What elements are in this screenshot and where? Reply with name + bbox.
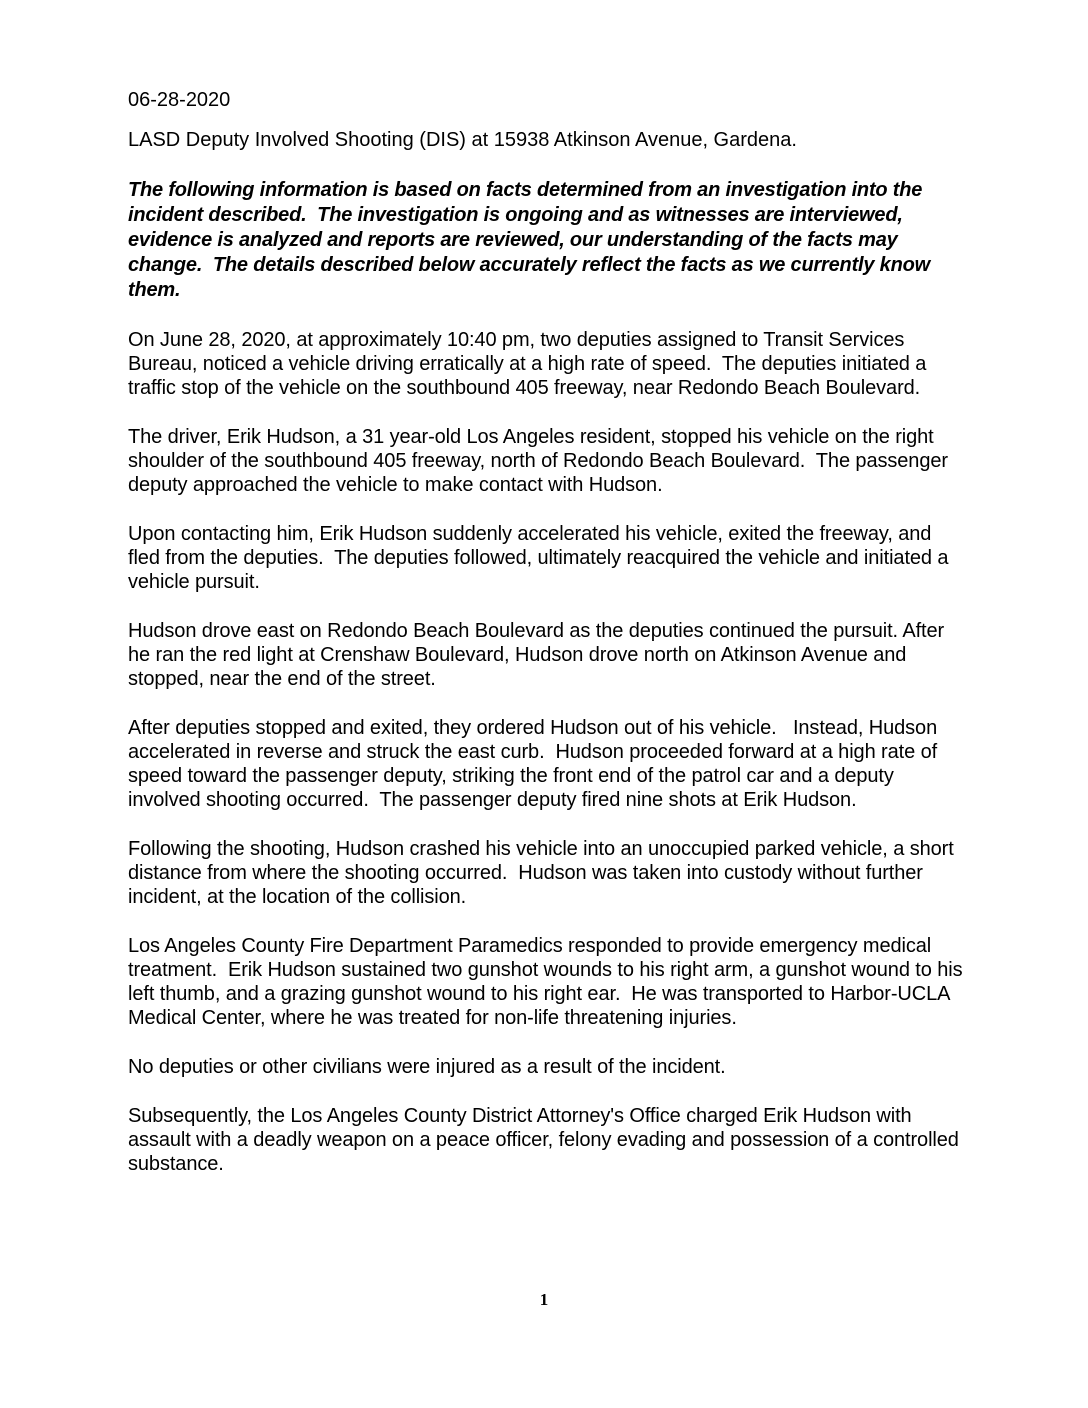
disclaimer-paragraph: The following information is based on facts determined from an investigation into the incident described. The investigation is ongoing and as witnesses are interviewed, evidence is analyzed and reports are reviewed, our understanding of the facts may change. The details described below accurately reflect the facts as we currently know them. (128, 179, 936, 301)
body-paragraph: Subsequently, the Los Angeles County District Attorney's Office charged Erik Hudson with assault with a deadly weapon on a peace officer, felony evading and possession of a controlled substance. (128, 1105, 965, 1175)
document-title: LASD Deputy Involved Shooting (DIS) at 15938 Atkinson Avenue, Gardena. (128, 129, 797, 151)
body-paragraph: On June 28, 2020, at approximately 10:40 pm, two deputies assigned to Transit Services Bureau, noticed a vehicle driving erratically at a high rate of speed. The deputies initiated a traffic stop of the vehicle on the southbound 405 freeway, near Redondo Beach Boulevard. (128, 329, 932, 399)
body-paragraph: Los Angeles County Fire Department Paramedics responded to provide emergency medical treatment. Erik Hudson sustained two gunshot wounds to his right arm, a gunshot wound to his left thumb, and a grazing gunshot wound to his right ear. He was transported to Harbor-UCLA Medical Center, where he was treated for non-life threatening injuries. (128, 935, 968, 1029)
document-content (128, 88, 968, 1201)
page-number: 1 (539, 1290, 549, 1309)
body-paragraph: After deputies stopped and exited, they ordered Hudson out of his vehicle. Instead, Hudson accelerated in reverse and struck the east curb. Hudson proceeded forward at a high rate of speed toward the passenger deputy, striking the front end of the patrol car and a deputy involved shooting occurred. The passenger deputy fired nine shots at Erik Hudson. (128, 717, 943, 811)
date-line: 06-28-2020 (128, 89, 231, 111)
body-paragraph: Upon contacting him, Erik Hudson suddenly accelerated his vehicle, exited the freeway, and fled from the deputies. The deputies followed, ultimately reacquired the vehicle and initiated a vehicle pursuit. (128, 523, 954, 593)
body-paragraph: No deputies or other civilians were injured as a result of the incident. (128, 1056, 726, 1078)
body-paragraph: The driver, Erik Hudson, a 31 year-old Los Angeles resident, stopped his vehicle on the right shoulder of the southbound 405 freeway, north of Redondo Beach Boulevard. The passenger deputy approached the vehicle to make contact with Hudson. (128, 426, 954, 496)
body-paragraph: Hudson drove east on Redondo Beach Boulevard as the deputies continued the pursuit. After he ran the red light at Crenshaw Boulevard, Hudson drove north on Atkinson Avenue and stopped, near the end of the street. (128, 620, 950, 690)
body-paragraph: Following the shooting, Hudson crashed his vehicle into an unoccupied parked vehicle, a short distance from where the shooting occurred. Hudson was taken into custody without further incident, at the location of the collision. (128, 838, 960, 908)
